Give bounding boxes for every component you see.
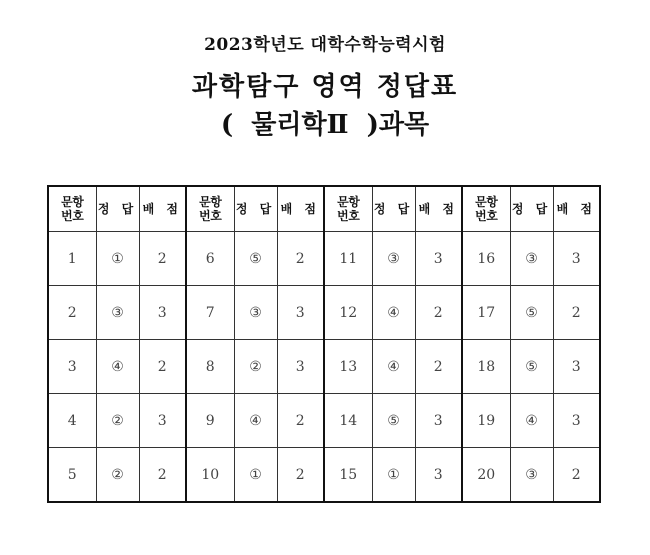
header-row bbox=[48, 186, 600, 232]
question-number-cell: 1 bbox=[48, 232, 96, 286]
answer-table bbox=[47, 185, 601, 503]
answer-cell: ③ bbox=[96, 286, 139, 340]
answer-cell: ④ bbox=[234, 394, 277, 448]
points-cell: 3 bbox=[139, 394, 186, 448]
points-cell: 2 bbox=[139, 448, 186, 503]
question-number-cell: 9 bbox=[186, 394, 234, 448]
points-cell: 2 bbox=[415, 340, 462, 394]
question-number-cell: 6 bbox=[186, 232, 234, 286]
points-cell: 3 bbox=[415, 448, 462, 503]
question-number-cell: 13 bbox=[324, 340, 372, 394]
points-cell: 2 bbox=[415, 286, 462, 340]
subject-name: 물리학Ⅱ bbox=[251, 110, 349, 140]
answer-cell: ③ bbox=[372, 232, 415, 286]
answer-cell: ⑤ bbox=[510, 340, 553, 394]
answer-cell: ② bbox=[96, 394, 139, 448]
question-number-cell: 17 bbox=[462, 286, 510, 340]
question-number-cell: 2 bbox=[48, 286, 96, 340]
answer-cell: ⑤ bbox=[510, 286, 553, 340]
answer-cell: ⑤ bbox=[372, 394, 415, 448]
points-header: 배 점 bbox=[553, 186, 600, 232]
points-cell: 3 bbox=[139, 286, 186, 340]
question-number-cell: 4 bbox=[48, 394, 96, 448]
points-cell: 3 bbox=[415, 232, 462, 286]
points-header: 배 점 bbox=[139, 186, 186, 232]
table-row bbox=[48, 340, 600, 394]
subject-line bbox=[0, 108, 650, 142]
points-header: 배 점 bbox=[415, 186, 462, 232]
answer-header: 정 답 bbox=[96, 186, 139, 232]
table-row bbox=[48, 448, 600, 503]
answer-cell: ③ bbox=[510, 448, 553, 503]
answer-cell: ③ bbox=[510, 232, 553, 286]
answer-cell: ② bbox=[96, 448, 139, 503]
points-cell: 2 bbox=[277, 448, 324, 503]
answer-header: 정 답 bbox=[510, 186, 553, 232]
points-cell: 3 bbox=[277, 340, 324, 394]
answer-cell: ① bbox=[96, 232, 139, 286]
document-header bbox=[0, 30, 650, 142]
question-number-header: 문항 번호 bbox=[462, 186, 510, 232]
question-number-cell: 11 bbox=[324, 232, 372, 286]
exam-name: 2023학년도 대학수학능력시험 bbox=[204, 35, 446, 55]
table-row bbox=[48, 394, 600, 448]
points-cell: 2 bbox=[553, 286, 600, 340]
answer-header: 정 답 bbox=[234, 186, 277, 232]
question-number-cell: 14 bbox=[324, 394, 372, 448]
answer-cell: ④ bbox=[96, 340, 139, 394]
question-number-cell: 7 bbox=[186, 286, 234, 340]
subject-open-paren: ( bbox=[220, 110, 234, 140]
question-number-cell: 16 bbox=[462, 232, 510, 286]
page-title: 과학탐구 영역 정답표 bbox=[191, 72, 459, 102]
points-cell: 3 bbox=[553, 394, 600, 448]
answer-cell: ④ bbox=[372, 340, 415, 394]
question-number-cell: 10 bbox=[186, 448, 234, 503]
answer-cell: ⑤ bbox=[234, 232, 277, 286]
answer-cell: ② bbox=[234, 340, 277, 394]
question-number-header: 문항 번호 bbox=[48, 186, 96, 232]
points-cell: 2 bbox=[277, 394, 324, 448]
points-cell: 3 bbox=[415, 394, 462, 448]
answer-cell: ④ bbox=[372, 286, 415, 340]
answer-cell: ③ bbox=[234, 286, 277, 340]
points-cell: 2 bbox=[139, 340, 186, 394]
answer-table-body bbox=[48, 232, 600, 503]
points-cell: 2 bbox=[277, 232, 324, 286]
question-number-cell: 20 bbox=[462, 448, 510, 503]
points-cell: 3 bbox=[553, 232, 600, 286]
question-number-cell: 8 bbox=[186, 340, 234, 394]
question-number-header: 문항 번호 bbox=[324, 186, 372, 232]
question-number-cell: 5 bbox=[48, 448, 96, 503]
answer-header: 정 답 bbox=[372, 186, 415, 232]
subject-suffix: )과목 bbox=[366, 110, 430, 140]
question-number-cell: 19 bbox=[462, 394, 510, 448]
table-row bbox=[48, 232, 600, 286]
points-cell: 3 bbox=[277, 286, 324, 340]
points-header: 배 점 bbox=[277, 186, 324, 232]
points-cell: 3 bbox=[553, 340, 600, 394]
points-cell: 2 bbox=[139, 232, 186, 286]
question-number-cell: 3 bbox=[48, 340, 96, 394]
answer-cell: ① bbox=[234, 448, 277, 503]
question-number-cell: 18 bbox=[462, 340, 510, 394]
question-number-cell: 12 bbox=[324, 286, 372, 340]
answer-cell: ④ bbox=[510, 394, 553, 448]
question-number-header: 문항 번호 bbox=[186, 186, 234, 232]
table-row bbox=[48, 286, 600, 340]
points-cell: 2 bbox=[553, 448, 600, 503]
question-number-cell: 15 bbox=[324, 448, 372, 503]
answer-cell: ① bbox=[372, 448, 415, 503]
